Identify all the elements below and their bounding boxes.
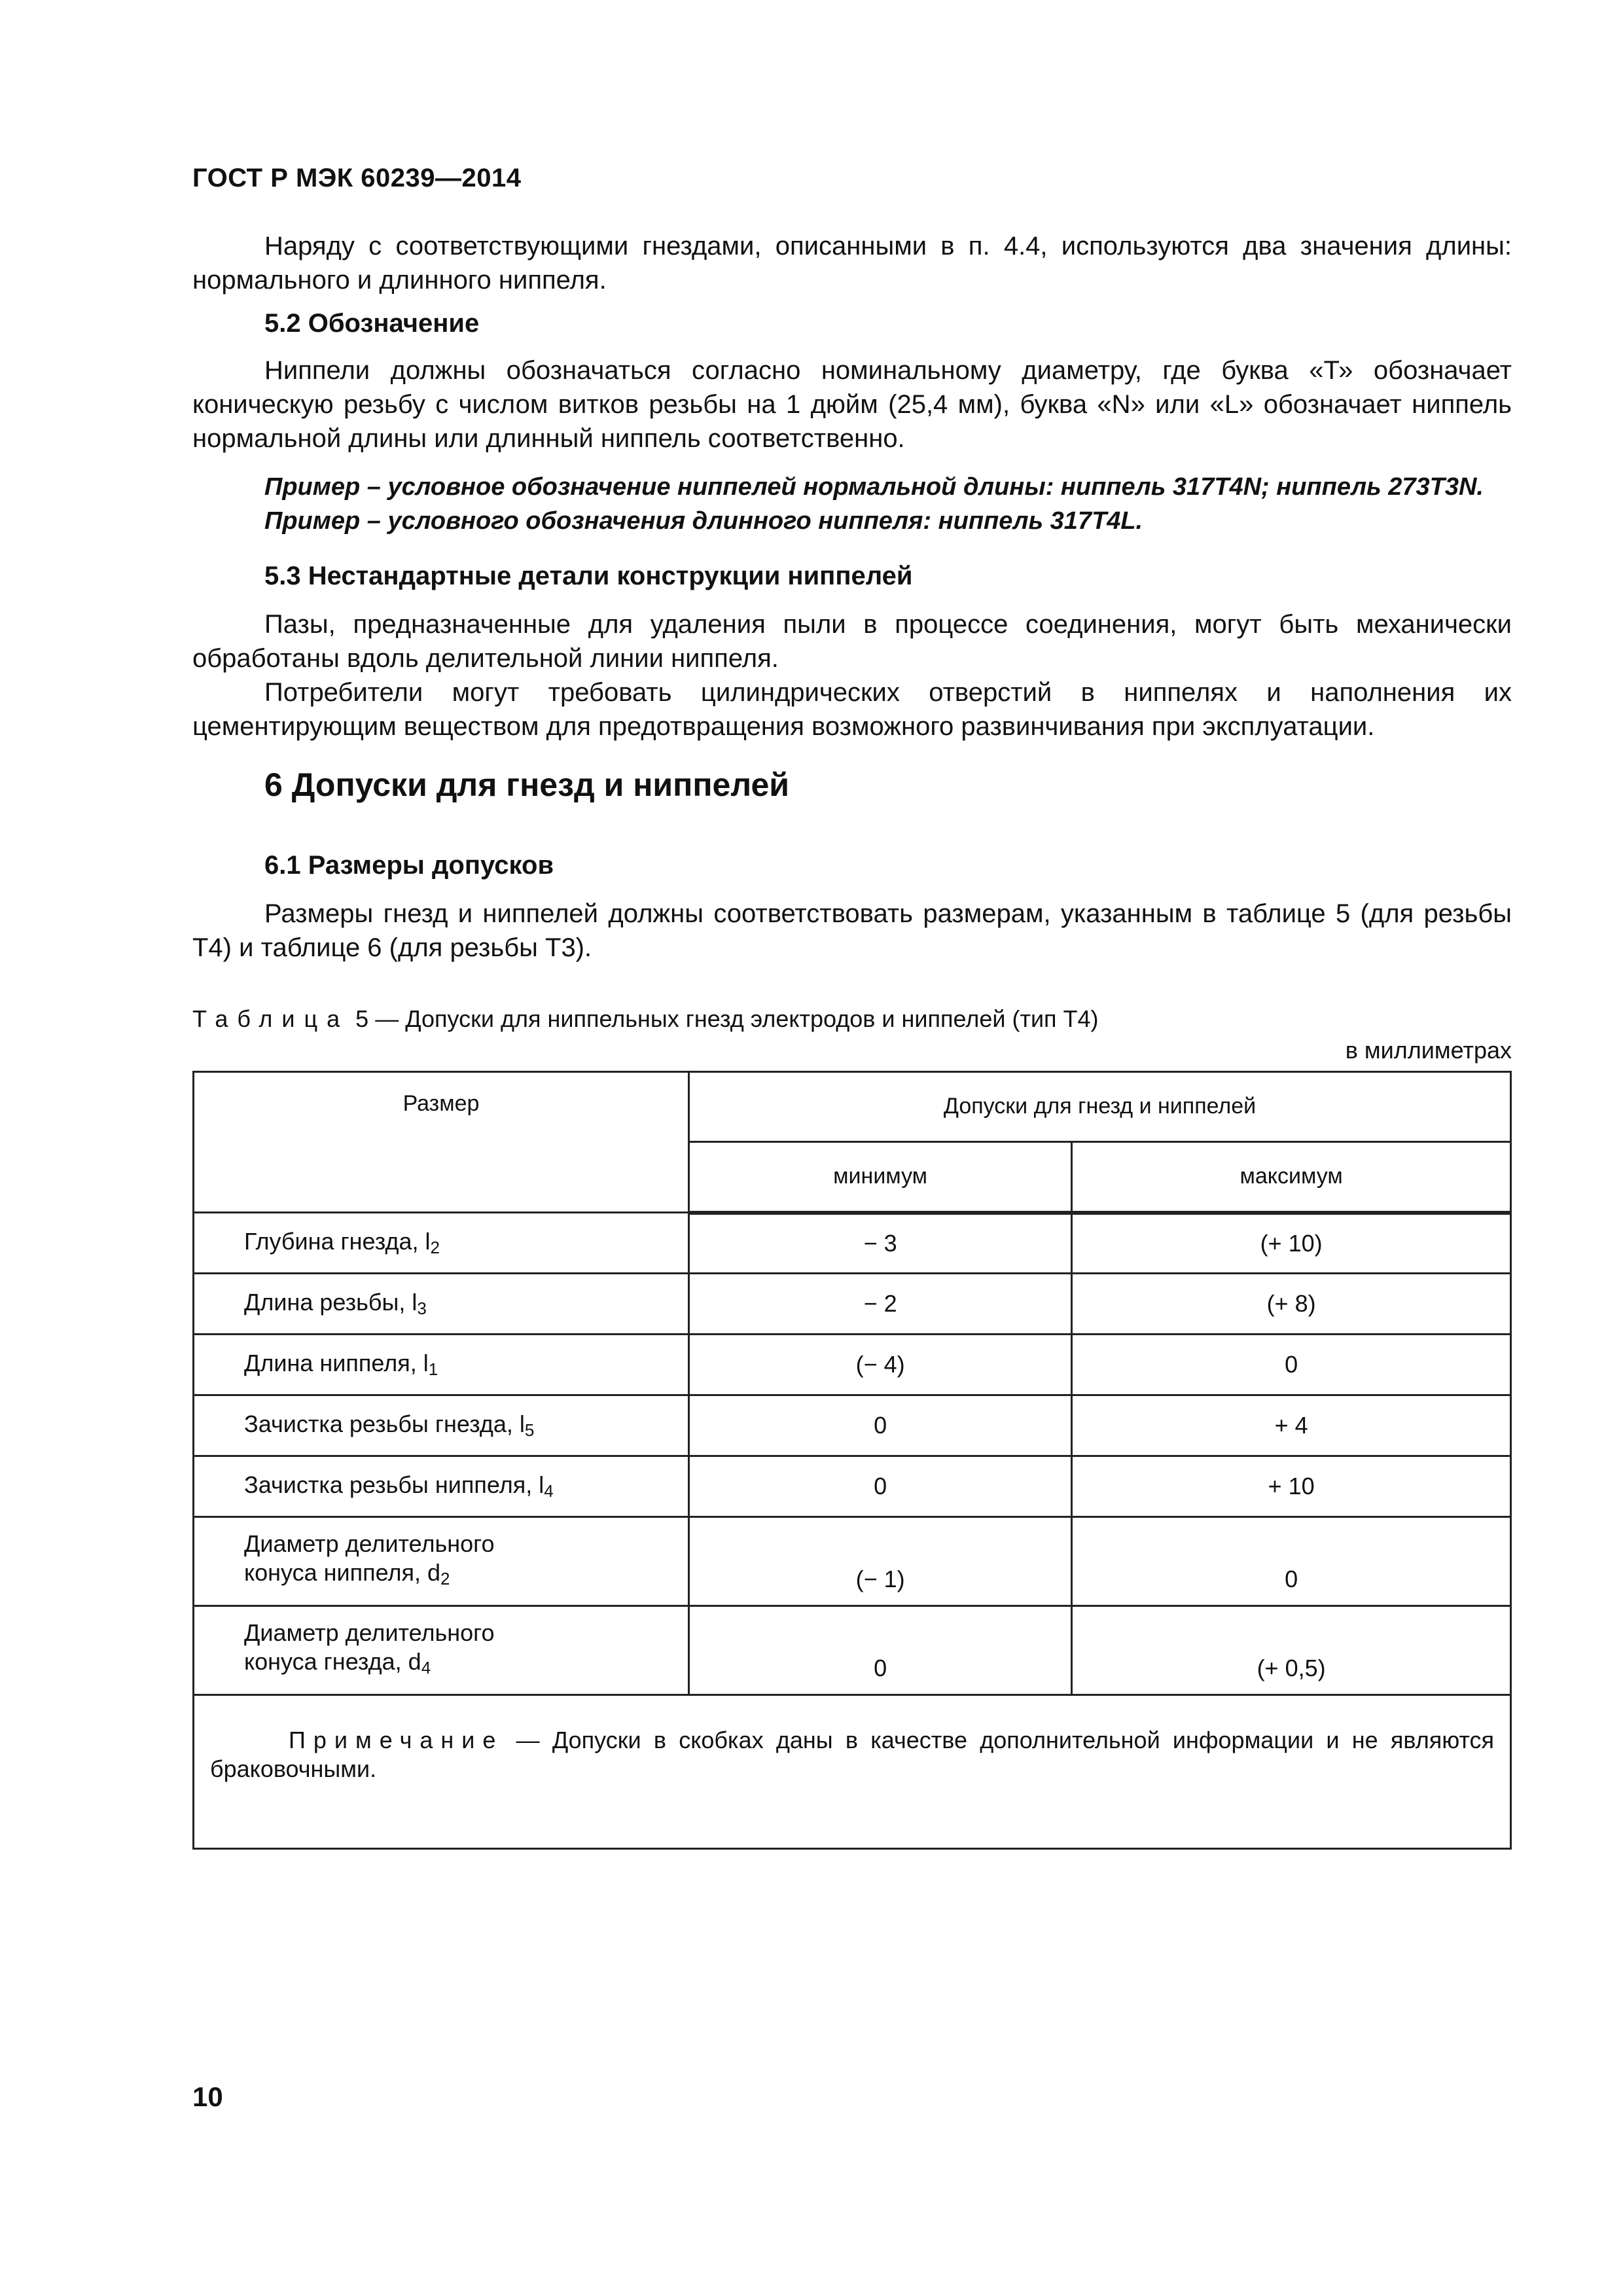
dimension-label-line-2: конуса гнезда, d	[244, 1648, 421, 1675]
dimension-label-line-1: Диаметр делительного	[244, 1530, 495, 1557]
table-row	[194, 1395, 1511, 1456]
table-5-caption	[192, 1005, 1099, 1033]
table-caption-label: Таблица	[192, 1005, 349, 1032]
column-header-maximum: максимум	[1072, 1141, 1511, 1212]
section-5-3-paragraph-2: Потребители могут требовать цилиндрических отверстий в ниппелях и наполнения их цементирующим веществом для предотвращения возможного развинчивания при эксплуатации.	[192, 678, 1512, 741]
example-2: Пример – условного обозначения длинного ниппеля: ниппель 317T4L.	[264, 507, 1143, 535]
section-6-heading: 6 Допуски для гнезд и ниппелей	[264, 766, 790, 803]
row-dimension	[194, 1606, 689, 1695]
dimension-label: Зачистка резьбы гнезда, l	[244, 1410, 525, 1437]
dimension-label: Глубина гнезда, l	[244, 1228, 431, 1255]
section-6-1-paragraph: Размеры гнезд и ниппелей должны соответствовать размерам, указанным в таблице 5 (для резьбы Т4) и таблице 6 (для резьбы Т3).	[192, 899, 1512, 962]
table-note-row	[194, 1695, 1511, 1849]
section-5-2-paragraph: Ниппели должны обозначаться согласно номинальному диаметру, где буква «Т» обозначает коническую резьбу с числом витков резьбы на 1 дюйм (25,4 мм), буква «N» или «L» обозначает ниппель нормальной длины или длинный ниппель соответственно.	[192, 356, 1512, 453]
row-max-value: 0	[1072, 1517, 1511, 1606]
row-dimension	[194, 1517, 689, 1606]
column-header-minimum: минимум	[689, 1141, 1072, 1212]
table-5-units: в миллиметрах	[1345, 1037, 1512, 1064]
section-5-2-examples	[264, 470, 1512, 538]
row-min-value: 0	[689, 1456, 1072, 1517]
column-header-size: Размер	[194, 1072, 689, 1213]
dimension-subscript: 2	[440, 1569, 450, 1588]
table-row	[194, 1606, 1511, 1695]
row-max-value: + 4	[1072, 1395, 1511, 1456]
table-row	[194, 1274, 1511, 1335]
intro-paragraph-block	[192, 229, 1512, 297]
intro-paragraph: Наряду с соответствующими гнездами, описанными в п. 4.4, используются два значения длины: нормального и длинного ниппеля.	[192, 232, 1512, 295]
dimension-subscript: 2	[430, 1238, 440, 1257]
dimension-label: Зачистка резьбы ниппеля, l	[244, 1471, 544, 1498]
dimension-subscript: 5	[524, 1420, 535, 1440]
section-5-3-paragraph-1: Пазы, предназначенные для удаления пыли в процессе соединения, могут быть механически обработаны вдоль делительной линии ниппеля.	[192, 610, 1512, 673]
column-header-tolerances: Допуски для гнезд и ниппелей	[689, 1072, 1511, 1142]
row-dimension	[194, 1274, 689, 1335]
row-max-value: 0	[1072, 1335, 1511, 1395]
section-5-3-body	[192, 607, 1512, 744]
row-max-value: (+ 8)	[1072, 1274, 1511, 1335]
document-header: ГОСТ Р МЭК 60239—2014	[192, 164, 522, 192]
note-text: — Допуски в скобках даны в качестве дополнительной информации и не являются браковочными.	[210, 1727, 1494, 1782]
row-max-value: (+ 10)	[1072, 1213, 1511, 1274]
row-min-value: 0	[689, 1606, 1072, 1695]
section-5-2-heading: 5.2 Обозначение	[264, 309, 480, 338]
table-row	[194, 1213, 1511, 1274]
row-dimension	[194, 1335, 689, 1395]
note-label: Примечание	[289, 1727, 504, 1753]
row-min-value: − 3	[689, 1213, 1072, 1274]
page-number: 10	[192, 2081, 223, 2112]
dimension-label-line-2: конуса ниппеля, d	[244, 1559, 441, 1586]
section-6-1-heading: 6.1 Размеры допусков	[264, 851, 554, 880]
table-caption-text: 5 — Допуски для ниппельных гнезд электродов и ниппелей (тип Т4)	[355, 1005, 1099, 1032]
section-6-1-body	[192, 897, 1512, 965]
dimension-label: Длина ниппеля, l	[244, 1350, 429, 1376]
table-note	[194, 1695, 1511, 1849]
table-row	[194, 1456, 1511, 1517]
row-dimension	[194, 1213, 689, 1274]
example-1: Пример – условное обозначение ниппелей нормальной длины: ниппель 317T4N; ниппель 273T3N.	[264, 473, 1484, 501]
row-max-value: + 10	[1072, 1456, 1511, 1517]
table-5	[192, 1071, 1512, 1850]
row-dimension	[194, 1395, 689, 1456]
section-5-2-body	[192, 353, 1512, 456]
dimension-label: Длина резьбы, l	[244, 1289, 418, 1316]
row-min-value: (− 1)	[689, 1517, 1072, 1606]
row-dimension	[194, 1456, 689, 1517]
table-row	[194, 1517, 1511, 1606]
row-min-value: (− 4)	[689, 1335, 1072, 1395]
row-min-value: 0	[689, 1395, 1072, 1456]
row-max-value: (+ 0,5)	[1072, 1606, 1511, 1695]
section-5-3-heading: 5.3 Нестандартные детали конструкции ниппелей	[264, 562, 913, 590]
dimension-label-line-1: Диаметр делительного	[244, 1619, 495, 1646]
dimension-subscript: 4	[421, 1658, 431, 1677]
table-row	[194, 1335, 1511, 1395]
dimension-subscript: 1	[428, 1359, 438, 1379]
row-min-value: − 2	[689, 1274, 1072, 1335]
dimension-subscript: 4	[544, 1481, 554, 1501]
dimension-subscript: 3	[417, 1299, 427, 1318]
